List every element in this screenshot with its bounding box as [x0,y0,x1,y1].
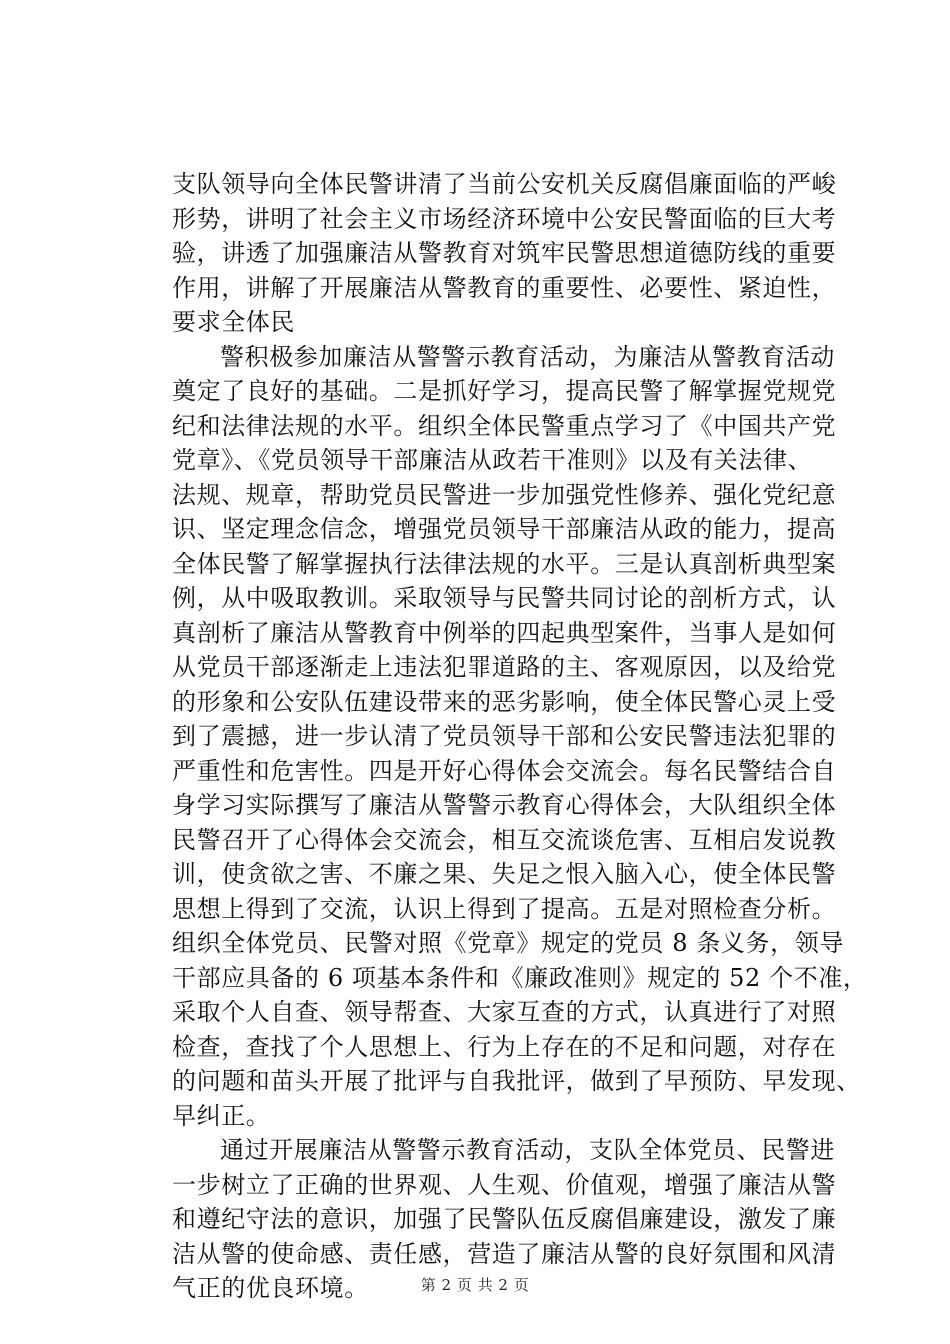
text-line: 验，讲透了加强廉洁从警教育对筑牢民警思想道德防线的重要 [172,239,837,267]
text-line: 洁从警的使命感、责任感，营造了廉洁从警的良好氛围和风清 [172,1239,837,1268]
text-line: 身学习实际撰写了廉洁从警警示教育心得体会，大队组织全体 [172,791,837,819]
text-line: 真剖析了廉洁从警教育中例举的四起典型案件，当事人是如何 [172,618,837,647]
text-line: 例，从中吸取教训。采取领导与民警共同讨论的剖析方式，认 [172,584,837,612]
text-line: 和遵纪守法的意识，加强了民警队伍反腐倡廉建设，激发了廉 [172,1205,837,1233]
text-line: 一步树立了正确的世界观、人生观、价值观，增强了廉洁从警 [172,1170,837,1199]
text-line: 检查，查找了个人思想上、行为上存在的不足和问题，对存在 [172,1032,837,1061]
text-line: 纪和法律法规的水平。组织全体民警重点学习了《中国共产党 [172,411,837,440]
text-line: 严重性和危害性。四是开好心得体会交流会。每名民警结合自 [172,756,837,785]
text-line: 的问题和苗头开展了批评与自我批评，做到了早预防、早发现、 [172,1067,861,1095]
text-line: 民警召开了心得体会交流会，相互交流谈危害、互相启发说教 [172,825,837,854]
text-line: 法规、规章，帮助党员民警进一步加强党性修养、强化党纪意 [172,480,837,509]
text-line: 识、坚定理念信念，增强党员领导干部廉洁从政的能力，提高 [172,515,837,543]
paragraph-1 [172,167,837,340]
text-line: 思想上得到了交流，认识上得到了提高。五是对照检查分析。 [172,894,837,923]
text-line: 到了震撼，进一步认清了党员领导干部和公安民警违法犯罪的 [172,722,837,750]
text-line: 作用，讲解了开展廉洁从警教育的重要性、必要性、紧迫性， [172,273,837,302]
text-line: 干部应具备的 6 项基本条件和《廉政准则》规定的 52 个不准， [172,963,868,992]
page-footer: 第 2 页 共 2 页 [420,1276,530,1294]
text-line: 全体民警了解掌握执行法律法规的水平。三是认真剖析典型案 [172,549,837,578]
text-line: 的形象和公安队伍建设带来的恶劣影响，使全体民警心灵上受 [172,687,837,716]
text-line: 采取个人自查、领导帮查、大家互查的方式，认真进行了对照 [172,998,837,1026]
text-line: 组织全体党员、民警对照《党章》规定的党员 8 条义务，领导 [172,929,844,957]
text-line: 早纠正。 [172,1101,271,1130]
text-line: 要求全体民 [172,308,295,336]
text-line: 从党员干部逐渐走上违法犯罪道路的主、客观原因，以及给党 [172,653,837,681]
text-line: 党章》、《党员领导干部廉洁从政若干准则》以及有关法律、 [172,446,813,474]
text-line: 支队领导向全体民警讲清了当前公安机关反腐倡廉面临的严峻 [172,170,837,198]
text-line: 警积极参加廉洁从警警示教育活动，为廉洁从警教育活动 [220,342,835,371]
document-body [172,167,868,1306]
text-line: 形势，讲明了社会主义市场经济环境中公安民警面临的巨大考 [172,204,837,233]
text-line: 训，使贪欲之害、不廉之果、失足之恨入脑入心，使全体民警 [172,860,837,888]
text-line: 通过开展廉洁从警警示教育活动，支队全体党员、民警进 [220,1136,835,1164]
text-line: 气正的优良环境。 [172,1274,369,1302]
text-line: 奠定了良好的基础。二是抓好学习，提高民警了解掌握党规党 [172,377,837,405]
paragraph-2 [172,340,868,1134]
